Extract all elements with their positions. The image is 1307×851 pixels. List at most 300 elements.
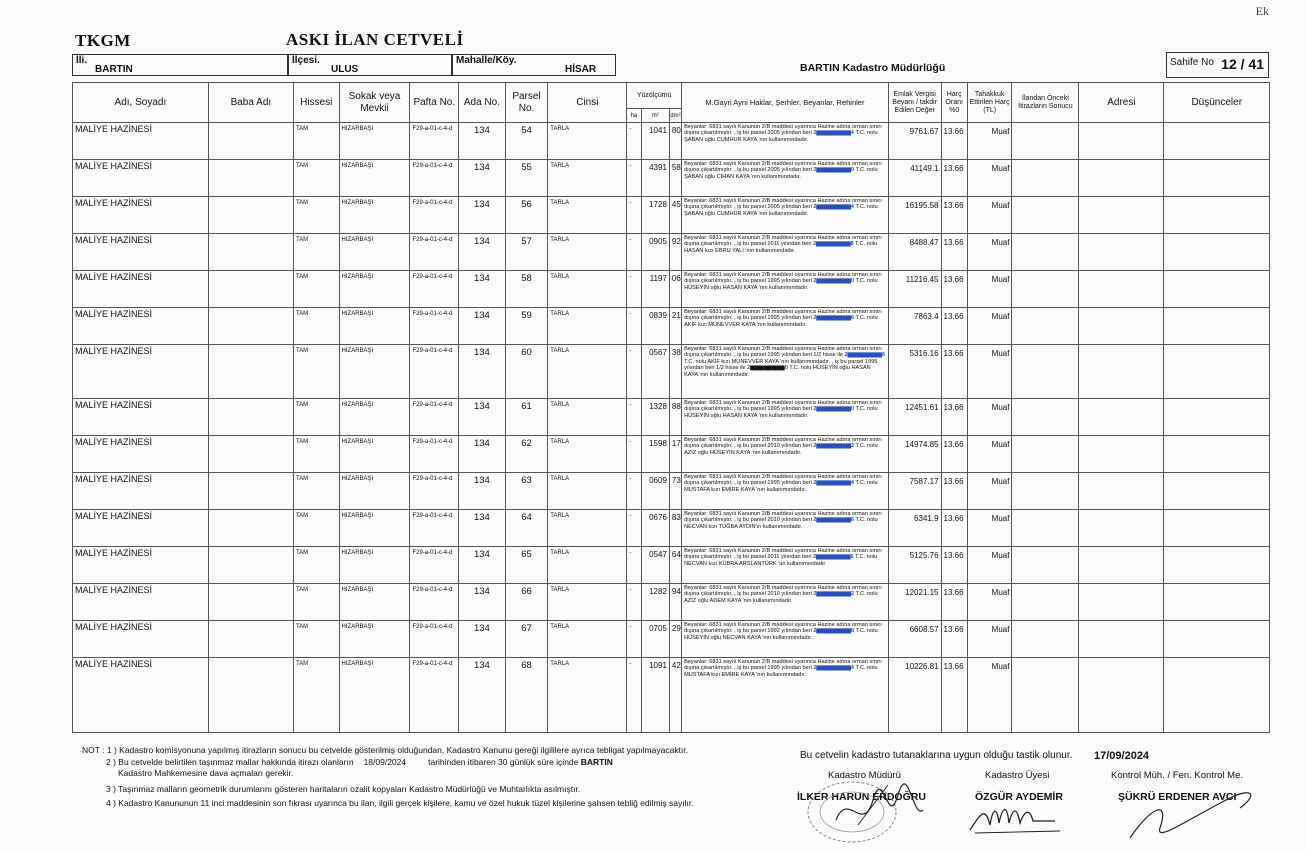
row-father xyxy=(208,271,293,308)
row-sheet: F29-a-01-c-4-d xyxy=(410,160,459,197)
row-address xyxy=(1079,271,1164,308)
row-ha: - xyxy=(627,234,641,271)
row-remarks xyxy=(1164,510,1270,547)
row-declarations xyxy=(682,473,889,510)
row-fee: Muaf xyxy=(967,621,1012,658)
row-objection xyxy=(1012,547,1079,584)
row-type: TARLA xyxy=(548,510,627,547)
row-share: TAM xyxy=(293,436,339,473)
row-fee: Muaf xyxy=(967,399,1012,436)
row-share: TAM xyxy=(293,123,339,160)
table-row xyxy=(73,621,1270,658)
row-remarks xyxy=(1164,399,1270,436)
row-dm2: 64 xyxy=(669,547,681,584)
row-father xyxy=(208,584,293,621)
role-director: Kadastro Müdürü xyxy=(828,770,901,781)
row-address xyxy=(1079,658,1164,733)
col-pafta: Pafta No. xyxy=(410,83,459,123)
declaration-text: T.C. nolu MUSTAFA kızı EMİRE KAYA 'nın kullanımındadır. xyxy=(684,665,878,678)
row-tax-value: 6608.57 xyxy=(888,621,941,658)
row-declarations xyxy=(682,621,889,658)
row-declarations xyxy=(682,160,889,197)
notes-block xyxy=(82,745,782,810)
declaration-text: Beyanlar: 6831 sayılı Kanunun 2/B maddesi uyarınca Hazine adına orman sınırı dışına çıkartılmıştır. , iş bu parsel 1995 yılından beri xyxy=(684,272,882,285)
il-value: BARTIN xyxy=(95,64,133,75)
row-block: 134 xyxy=(459,621,506,658)
row-parcel: 56 xyxy=(505,197,548,234)
row-owner: MALİYE HAZİNESİ xyxy=(73,197,209,234)
row-m2: 0676 xyxy=(641,510,669,547)
row-parcel: 58 xyxy=(505,271,548,308)
row-block: 134 xyxy=(459,234,506,271)
row-remarks xyxy=(1164,436,1270,473)
ilce-value: ULUS xyxy=(331,64,359,75)
row-block: 134 xyxy=(459,399,506,436)
row-share: TAM xyxy=(293,197,339,234)
row-fee: Muaf xyxy=(967,197,1012,234)
note-1: NOT : 1 ) Kadastro komisyonuna yapılmış itirazların sonucu bu cetvelde gösterilmiş olduğundan, Kadastro Kanunu gereği ilgililere ayrıca tebligat yapılmayacaktır. xyxy=(82,745,689,755)
row-owner: MALİYE HAZİNESİ xyxy=(73,345,209,399)
row-declarations xyxy=(682,308,889,345)
row-block: 134 xyxy=(459,345,506,399)
row-block: 134 xyxy=(459,547,506,584)
row-objection xyxy=(1012,234,1079,271)
row-fee: Muaf xyxy=(967,345,1012,399)
row-address xyxy=(1079,308,1164,345)
row-tax-value: 12451.61 xyxy=(888,399,941,436)
row-ha: - xyxy=(627,160,641,197)
row-sheet: F29-a-01-c-4-d xyxy=(410,308,459,345)
table-row xyxy=(73,160,1270,197)
row-objection xyxy=(1012,436,1079,473)
row-parcel: 68 xyxy=(505,658,548,733)
row-objection xyxy=(1012,584,1079,621)
row-dm2: 80 xyxy=(669,123,681,160)
row-parcel: 57 xyxy=(505,234,548,271)
row-sheet: F29-a-01-c-4-d xyxy=(410,621,459,658)
table-row xyxy=(73,584,1270,621)
row-fee-rate: 13.66 xyxy=(941,473,967,510)
row-parcel: 60 xyxy=(505,345,548,399)
row-type: TARLA xyxy=(548,473,627,510)
row-sheet: F29-a-01-c-4-d xyxy=(410,234,459,271)
row-sheet: F29-a-01-c-4-d xyxy=(410,399,459,436)
row-type: TARLA xyxy=(548,234,627,271)
note-4: 4 ) Kadastro Kanununun 11 inci maddesinin son fıkrası uyarınca bu ilan, ilgili gerçek kişilere, kamu ve özel hukuk tüzel kişilerine şahsen tebliğ edilmiş sayılır. xyxy=(106,798,694,808)
row-share: TAM xyxy=(293,234,339,271)
row-declarations xyxy=(682,271,889,308)
row-share: TAM xyxy=(293,584,339,621)
row-sheet: F29-a-01-c-4-d xyxy=(410,584,459,621)
row-dm2: 45 xyxy=(669,197,681,234)
redacted-id: 2▆▆▆▆▆▆▆▆4 xyxy=(813,204,855,211)
row-dm2: 38 xyxy=(669,345,681,399)
row-tax-value: 12021.15 xyxy=(888,584,941,621)
note-2-text: 2 ) Bu cetvelde belirtilen taşınmaz mallar hakkında itirazı olanların xyxy=(106,756,354,767)
row-locality: HIZARBAŞI xyxy=(339,345,410,399)
col-tahakkuk: Tahakkuk Ettirilen Harç (TL) xyxy=(967,83,1012,123)
row-m2: 0547 xyxy=(641,547,669,584)
row-address xyxy=(1079,123,1164,160)
row-block: 134 xyxy=(459,584,506,621)
row-dm2: 42 xyxy=(669,658,681,733)
col-emlak: Emlak Vergisi Beyanı / takdir Edilen Değer xyxy=(888,83,941,123)
row-remarks xyxy=(1164,658,1270,733)
row-owner: MALİYE HAZİNESİ xyxy=(73,123,209,160)
row-father xyxy=(208,621,293,658)
row-address xyxy=(1079,197,1164,234)
declaration-text: T.C. nolu HÜSEYİN oğlu HASAN KAYA 'nın kullanımındadır. xyxy=(684,278,878,291)
row-tax-value: 5316.16 xyxy=(888,345,941,399)
declaration-text: T.C. nolu AZİZ oğlu ADEM KAYA 'nın kullanımındadır. xyxy=(684,591,878,604)
row-tax-value: 8488.47 xyxy=(888,234,941,271)
col-ad: Adı, Soyadı xyxy=(73,83,209,123)
row-sheet: F29-a-01-c-4-d xyxy=(410,197,459,234)
declaration-text: Beyanlar: 6831 sayılı Kanunun 2/B maddesi uyarınca Hazine adına orman sınırı dışına çıkartılmıştır. , iş bu parsel 2005 yılından beri xyxy=(684,124,882,137)
row-remarks xyxy=(1164,123,1270,160)
il-box xyxy=(72,54,288,76)
row-type: TARLA xyxy=(548,308,627,345)
redacted-id: 2▆▆▆▆▆▆▆▆6 xyxy=(813,517,855,524)
table-row xyxy=(73,345,1270,399)
row-ha: - xyxy=(627,658,641,733)
row-tax-value: 16195.58 xyxy=(888,197,941,234)
row-sheet: F29-a-01-c-4-d xyxy=(410,547,459,584)
row-tax-value: 7587.17 xyxy=(888,473,941,510)
redacted-id: 2▆▆▆▆▆▆▆▆6 xyxy=(844,352,886,359)
directorate-name: BARTIN Kadastro Müdürlüğü xyxy=(800,62,946,74)
row-declarations xyxy=(682,658,889,733)
mahalle-box xyxy=(452,54,616,76)
row-parcel: 65 xyxy=(505,547,548,584)
row-locality: HIZARBAŞI xyxy=(339,234,410,271)
row-objection xyxy=(1012,621,1079,658)
row-parcel: 66 xyxy=(505,584,548,621)
row-address xyxy=(1079,436,1164,473)
row-objection xyxy=(1012,473,1079,510)
row-owner: MALİYE HAZİNESİ xyxy=(73,658,209,733)
col-baba: Baba Adı xyxy=(208,83,293,123)
col-cins: Cinsi xyxy=(548,83,627,123)
declaration-text: Beyanlar: 6831 sayılı Kanunun 2/B maddesi uyarınca Hazine adına orman sınırı dışına çıkartılmıştır. , iş bu parsel 2005 yılından beri xyxy=(684,161,882,174)
row-m2: 1728 xyxy=(641,197,669,234)
declaration-text: T.C. nolu AKİF kızı MÜNEVVER KAYA 'nın kullanımındadır. xyxy=(684,315,878,328)
row-block: 134 xyxy=(459,308,506,345)
row-declarations xyxy=(682,547,889,584)
row-m2: 1282 xyxy=(641,584,669,621)
declaration-text: Beyanlar: 6831 sayılı Kanunun 2/B maddesi uyarınca Hazine adına orman sınırı dışına çıkartılmıştır. , iş bu parsel 2011 yılından beri xyxy=(684,235,882,248)
declaration-text: Beyanlar: 6831 sayılı Kanunun 2/B maddesi uyarınca Hazine adına orman sınırı dışına çıkartılmıştır. , iş bu parsel 1992 yılından beri xyxy=(684,622,882,635)
row-sheet: F29-a-01-c-4-d xyxy=(410,345,459,399)
row-block: 134 xyxy=(459,510,506,547)
signature-director xyxy=(828,780,928,840)
row-owner: MALİYE HAZİNESİ xyxy=(73,271,209,308)
redacted-id: 2▆▆▆▆▆▆▆▆4 xyxy=(813,130,855,137)
row-father xyxy=(208,197,293,234)
row-block: 134 xyxy=(459,197,506,234)
row-m2: 0609 xyxy=(641,473,669,510)
row-ha: - xyxy=(627,345,641,399)
row-sheet: F29-a-01-c-4-d xyxy=(410,123,459,160)
row-block: 134 xyxy=(459,160,506,197)
redacted-id: 2▆▆▆▆▆▆▆▆2 xyxy=(813,591,855,598)
col-sokak: Sokak veya Mevkii xyxy=(339,83,410,123)
row-type: TARLA xyxy=(548,547,627,584)
row-share: TAM xyxy=(293,160,339,197)
row-fee: Muaf xyxy=(967,547,1012,584)
row-fee-rate: 13.66 xyxy=(941,197,967,234)
row-remarks xyxy=(1164,234,1270,271)
row-locality: HIZARBAŞI xyxy=(339,621,410,658)
row-parcel: 55 xyxy=(505,160,548,197)
row-fee-rate: 13.66 xyxy=(941,584,967,621)
declaration-text: Beyanlar: 6831 sayılı Kanunun 2/B maddesi uyarınca Hazine adına orman sınırı dışına çıkartılmıştır. , iş bu parsel 1995 yılından beri xyxy=(684,309,882,322)
redacted-id: 2▆▆▆▆▆▆▆▆8 xyxy=(813,628,855,635)
row-objection xyxy=(1012,399,1079,436)
row-father xyxy=(208,160,293,197)
redacted-id: 2▆▆▆▆▆▆▆▆2 xyxy=(813,443,855,450)
row-tax-value: 7863.4 xyxy=(888,308,941,345)
table-row xyxy=(73,234,1270,271)
row-share: TAM xyxy=(293,547,339,584)
row-objection xyxy=(1012,658,1079,733)
name-control: ŞÜKRÜ ERDENER AVCI xyxy=(1118,791,1237,803)
note-2-text-b: tarihinden itibaren 30 günlük süre içinde xyxy=(428,756,579,767)
table-row xyxy=(73,547,1270,584)
col-ha: ha xyxy=(627,109,641,123)
page-title: ASKI İLAN CETVELİ xyxy=(286,30,464,49)
row-locality: HIZARBAŞI xyxy=(339,473,410,510)
col-beyan: M.Gayri Ayni Haklar, Şerhler, Beyanlar, Rehinler xyxy=(682,83,889,123)
row-tax-value: 11216.45 xyxy=(888,271,941,308)
row-owner: MALİYE HAZİNESİ xyxy=(73,584,209,621)
table-row xyxy=(73,197,1270,234)
row-fee-rate: 13.66 xyxy=(941,621,967,658)
col-dusunce: Düşünceler xyxy=(1164,83,1270,123)
row-owner: MALİYE HAZİNESİ xyxy=(73,547,209,584)
row-locality: HIZARBAŞI xyxy=(339,123,410,160)
note-2-date: 18/09/2024 xyxy=(363,756,407,767)
declaration-text: T.C. nolu ŞABAN oğlu CİHAN KAYA 'nın kullanımındadır. xyxy=(684,167,878,180)
row-share: TAM xyxy=(293,473,339,510)
declaration-text: Beyanlar: 6831 sayılı Kanunun 2/B maddesi uyarınca Hazine adına orman sınırı dışına çıkartılmıştır. , iş bu parsel 2010 yılından beri xyxy=(684,585,882,598)
row-owner: MALİYE HAZİNESİ xyxy=(73,473,209,510)
row-declarations xyxy=(682,234,889,271)
row-share: TAM xyxy=(293,658,339,733)
row-tax-value: 41149.1 xyxy=(888,160,941,197)
row-locality: HIZARBAŞI xyxy=(339,308,410,345)
col-ada: Ada No. xyxy=(459,83,506,123)
row-locality: HIZARBAŞI xyxy=(339,399,410,436)
row-address xyxy=(1079,547,1164,584)
mahalle-label: Mahalle/Köy. xyxy=(456,55,517,66)
row-locality: HIZARBAŞI xyxy=(339,197,410,234)
row-remarks xyxy=(1164,308,1270,345)
declaration-text: Beyanlar: 6831 sayılı Kanunun 2/B maddesi uyarınca Hazine adına orman sınırı dışına çıkartılmıştır. , iş bu parsel 1995 yılından beri xyxy=(684,659,882,672)
row-block: 134 xyxy=(459,436,506,473)
row-type: TARLA xyxy=(548,197,627,234)
row-fee: Muaf xyxy=(967,473,1012,510)
row-fee-rate: 13.66 xyxy=(941,160,967,197)
table-row xyxy=(73,436,1270,473)
row-owner: MALİYE HAZİNESİ xyxy=(73,510,209,547)
row-parcel: 62 xyxy=(505,436,548,473)
col-yuzolcum: Yüzölçümü xyxy=(627,83,682,109)
declaration-text: Beyanlar: 6831 sayılı Kanunun 2/B maddesi uyarınca Hazine adına orman sınırı dışına çıkartılmıştır. , iş bu parsel 2011 yılından beri xyxy=(684,548,882,561)
declaration-text: T.C. nolu AKİF kızı MÜNEVVER KAYA 'nın kullanımındadır. , iş bu parsel 1995 yılından beri 1/2 hisse ile 2▆▆▆▆▆▆▆▆0 T.C. nolu HÜSEYİN oğlu HASAN KAYA 'nın kullanımındadır. xyxy=(684,358,878,378)
row-father xyxy=(208,234,293,271)
redacted-id: 2▆▆▆▆▆▆▆▆0 xyxy=(813,278,855,285)
note-3: 3 ) Taşınmaz malların geometrik durumlarını gösteren haritaların ozalit kopyaları Kadastro Müdürlüğü ve Muhtarlıkta asılmıştır. xyxy=(106,783,581,794)
col-harc-orani: Harç Oranı %0 xyxy=(941,83,967,123)
row-remarks xyxy=(1164,584,1270,621)
row-declarations xyxy=(682,436,889,473)
name-director: İLKER HARUN ERDOĞRU xyxy=(797,791,926,803)
row-ha: - xyxy=(627,547,641,584)
row-type: TARLA xyxy=(548,160,627,197)
row-father xyxy=(208,399,293,436)
row-type: TARLA xyxy=(548,345,627,399)
redacted-id: 2▆▆▆▆▆▆▆▆0 xyxy=(813,167,855,174)
role-control: Kontrol Müh. / Fen. Kontrol Me. xyxy=(1111,770,1244,781)
row-address xyxy=(1079,584,1164,621)
page-number-box xyxy=(1166,52,1269,78)
declaration-text: T.C. nolu ŞABAN oğlu CUMHUR KAYA 'nın kullanımındadır. xyxy=(684,204,878,217)
row-fee-rate: 13.66 xyxy=(941,658,967,733)
col-adres: Adresi xyxy=(1079,83,1164,123)
row-sheet: F29-a-01-c-4-d xyxy=(410,473,459,510)
row-tax-value: 6341.9 xyxy=(888,510,941,547)
row-fee-rate: 13.66 xyxy=(941,547,967,584)
row-dm2: 83 xyxy=(669,510,681,547)
row-m2: 4391 xyxy=(641,160,669,197)
row-address xyxy=(1079,160,1164,197)
table-row xyxy=(73,658,1270,733)
row-ha: - xyxy=(627,308,641,345)
declaration-text: T.C. nolu MUSTAFA kızı EMİRE KAYA 'nın kullanımındadır. xyxy=(684,480,878,493)
table-row xyxy=(73,123,1270,160)
row-declarations xyxy=(682,510,889,547)
row-fee-rate: 13.66 xyxy=(941,345,967,399)
declaration-text: T.C. nolu NECVAN kızı TUĞBA AYDIN'ın kullanımındadır. xyxy=(684,517,878,530)
ilce-box xyxy=(288,54,452,76)
row-fee-rate: 13.66 xyxy=(941,123,967,160)
row-remarks xyxy=(1164,271,1270,308)
row-locality: HIZARBAŞI xyxy=(339,271,410,308)
row-share: TAM xyxy=(293,271,339,308)
declaration-text: T.C. nolu HÜSEYİN oğlu HASAN KAYA 'nın kullanımındadır. xyxy=(684,406,878,419)
table-row xyxy=(73,510,1270,547)
row-locality: HIZARBAŞI xyxy=(339,510,410,547)
declaration-text: Beyanlar: 6831 sayılı Kanunun 2/B maddesi uyarınca Hazine adına orman sınırı dışına çıkartılmıştır. , iş bu parsel 2010 yılından beri xyxy=(684,437,882,450)
org-name: TKGM xyxy=(75,31,131,50)
page-number: 12 / 41 xyxy=(1221,56,1264,72)
row-m2: 1598 xyxy=(641,436,669,473)
row-m2: 0705 xyxy=(641,621,669,658)
row-m2: 1041 xyxy=(641,123,669,160)
signature-member xyxy=(965,795,1065,835)
row-sheet: F29-a-01-c-4-d xyxy=(410,271,459,308)
row-dm2: 92 xyxy=(669,234,681,271)
col-dm2: dm² xyxy=(669,109,681,123)
row-share: TAM xyxy=(293,621,339,658)
row-dm2: 21 xyxy=(669,308,681,345)
row-owner: MALİYE HAZİNESİ xyxy=(73,308,209,345)
col-hisse: Hissesi xyxy=(293,83,339,123)
row-remarks xyxy=(1164,345,1270,399)
mahalle-value: HİSAR xyxy=(565,64,597,75)
row-fee: Muaf xyxy=(967,308,1012,345)
row-father xyxy=(208,308,293,345)
declaration-text: T.C. nolu NECVAN kızı KÜBRA ARSLANTÜRK 'ün kullanımındadır. xyxy=(684,554,878,567)
approval-text: Bu cetvelin kadastro tutanaklarına uygun olduğu tastik olunur. xyxy=(800,750,1073,761)
row-share: TAM xyxy=(293,308,339,345)
row-ha: - xyxy=(627,510,641,547)
annex-label: Ek xyxy=(1255,4,1269,18)
row-father xyxy=(208,436,293,473)
row-ha: - xyxy=(627,584,641,621)
row-remarks xyxy=(1164,197,1270,234)
row-share: TAM xyxy=(293,345,339,399)
approval-date: 17/09/2024 xyxy=(1094,750,1150,762)
row-remarks xyxy=(1164,547,1270,584)
table-row xyxy=(73,473,1270,510)
il-label: İli. xyxy=(76,55,88,66)
row-share: TAM xyxy=(293,399,339,436)
row-declarations xyxy=(682,584,889,621)
row-fee: Muaf xyxy=(967,658,1012,733)
redacted-id: 2▆▆▆▆▆▆▆▆8 xyxy=(813,241,854,248)
row-fee: Muaf xyxy=(967,436,1012,473)
row-objection xyxy=(1012,197,1079,234)
row-block: 134 xyxy=(459,658,506,733)
row-ha: - xyxy=(627,473,641,510)
row-sheet: F29-a-01-c-4-d xyxy=(410,658,459,733)
row-dm2: 06 xyxy=(669,271,681,308)
row-sheet: F29-a-01-c-4-d xyxy=(410,510,459,547)
row-share: TAM xyxy=(293,510,339,547)
redacted-id: 2▆▆▆▆▆▆▆▆6 xyxy=(813,315,855,322)
row-ha: - xyxy=(627,271,641,308)
row-address xyxy=(1079,510,1164,547)
row-objection xyxy=(1012,510,1079,547)
row-fee: Muaf xyxy=(967,271,1012,308)
row-fee-rate: 13.66 xyxy=(941,436,967,473)
row-tax-value: 5125.76 xyxy=(888,547,941,584)
row-locality: HIZARBAŞI xyxy=(339,547,410,584)
row-tax-value: 10226.81 xyxy=(888,658,941,733)
row-fee: Muaf xyxy=(967,584,1012,621)
row-parcel: 64 xyxy=(505,510,548,547)
row-type: TARLA xyxy=(548,123,627,160)
row-fee-rate: 13.66 xyxy=(941,271,967,308)
redacted-id: 2▆▆▆▆▆▆▆▆4 xyxy=(813,665,855,672)
row-fee-rate: 13.66 xyxy=(941,510,967,547)
declaration-text: Beyanlar: 6831 sayılı Kanunun 2/B maddesi uyarınca Hazine adına orman sınırı dışına çıkartılmıştır. , iş bu parsel 2005 yılından beri xyxy=(684,198,882,211)
ilce-label: İlçesi. xyxy=(292,55,320,66)
declaration-text: T.C. nolu HASAN kızı EBRU YALI 'nın kullanımındadır. xyxy=(684,241,878,254)
row-address xyxy=(1079,399,1164,436)
row-objection xyxy=(1012,308,1079,345)
row-declarations xyxy=(682,123,889,160)
row-parcel: 67 xyxy=(505,621,548,658)
row-fee: Muaf xyxy=(967,510,1012,547)
row-fee: Muaf xyxy=(967,234,1012,271)
row-father xyxy=(208,547,293,584)
row-dm2: 88 xyxy=(669,399,681,436)
row-m2: 1328 xyxy=(641,399,669,436)
col-parsel: Parsel No. xyxy=(505,83,548,123)
